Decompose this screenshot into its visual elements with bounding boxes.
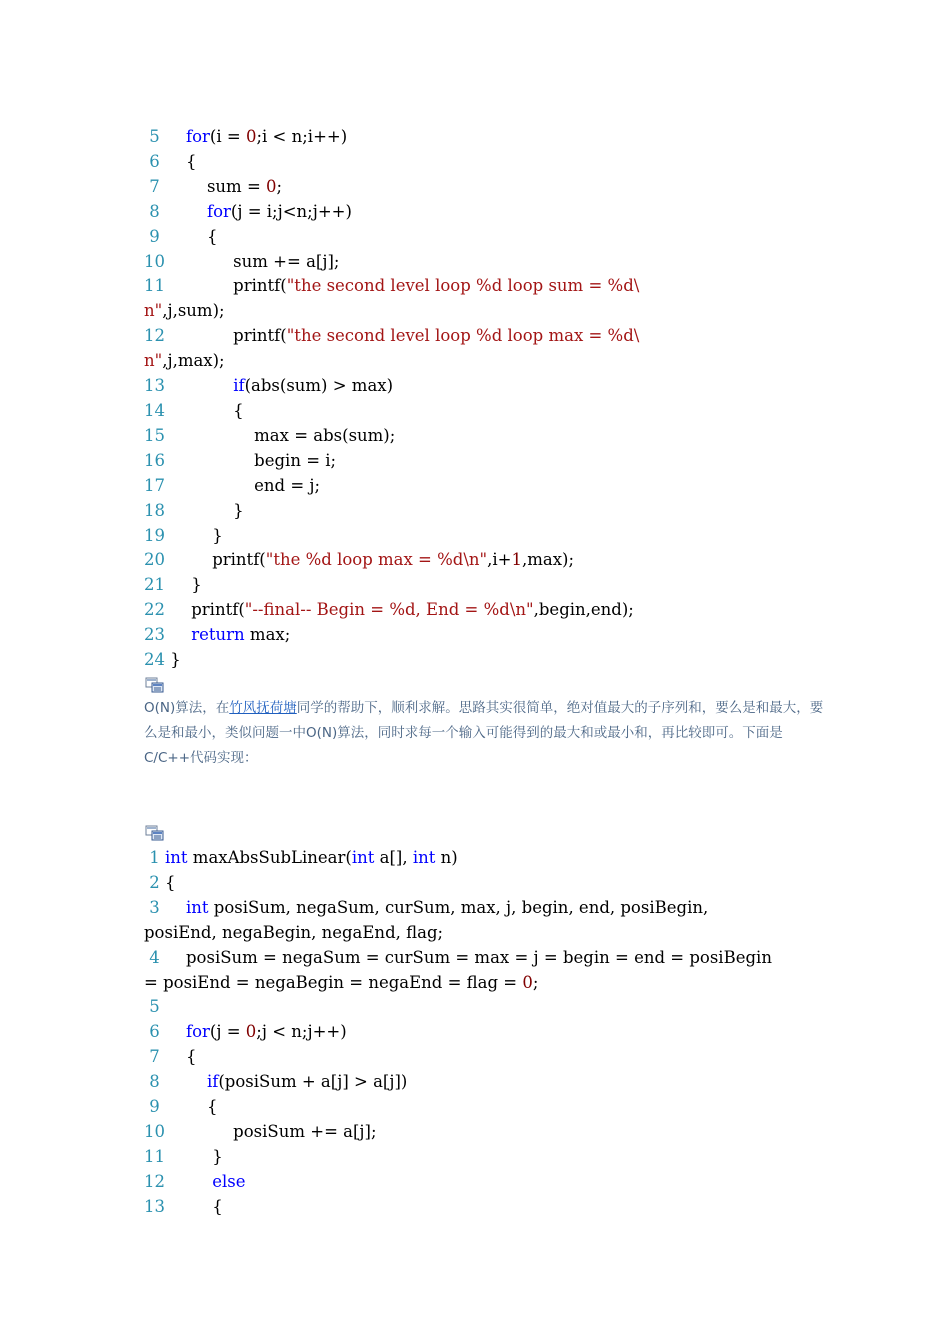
code-text: } [165,500,244,520]
line-number: 10 [144,251,165,271]
code-line [144,526,223,545]
line-number: 8 [144,201,160,221]
line-number: 9 [144,1097,160,1117]
code-text: (i = [209,127,246,146]
code-text: sum += a[j]; [165,251,340,271]
code-text: ;j < n;j++) [256,1022,347,1042]
code-text: printf( [165,600,245,620]
line-number: 4 [144,947,160,967]
code-text: n) [435,848,458,867]
code-line [144,276,639,295]
code-text: posiEnd, negaBegin, negaEnd, flag; [144,922,444,942]
code-number: 0 [266,176,277,196]
code-text [160,898,186,917]
line-number: 19 [144,525,165,545]
code-text: printf( [165,276,287,296]
code-number: 0 [522,972,533,992]
line-number: 18 [144,500,165,520]
code-text [165,376,233,395]
code-text: ,max); [522,550,575,570]
description-paragraph [144,696,824,771]
line-number: 7 [144,1047,160,1067]
code-number: 1 [511,550,523,570]
line-number: 3 [144,897,160,917]
line-number: 2 [144,872,160,892]
line-number: 16 [144,450,165,470]
code-line [144,848,458,867]
code-string: n" [144,351,163,371]
code-text [160,1022,186,1041]
code-keyword: for [185,127,210,146]
line-number: 6 [144,151,160,171]
code-text: a[], [374,848,413,867]
line-number: 6 [144,1022,160,1042]
code-string: "--final-- Begin = %d, End = %d\n" [244,600,534,620]
code-line [144,501,244,520]
code-text: } [165,650,181,670]
code-line [144,1172,246,1191]
line-number: 20 [144,550,165,570]
code-line [144,1122,377,1141]
code-string: n" [144,301,163,321]
code-line [144,948,772,967]
code-line [144,550,574,569]
code-line [144,177,282,196]
code-line [144,1197,223,1216]
code-text: (posiSum + a[j] > a[j]) [218,1072,408,1092]
line-number: 17 [144,475,165,495]
line-number: 5 [144,127,160,146]
code-text: posiSum, negaSum, curSum, max, j, begin, end, posiBegin, [208,897,709,917]
line-number: 9 [144,226,160,246]
code-block-1 [144,125,824,673]
line-number: 15 [144,425,165,445]
code-keyword: if [206,1072,219,1092]
line-number: 12 [144,1171,165,1191]
code-line [144,1047,196,1066]
code-text: { [165,1196,223,1216]
code-string: "the %d loop max = %d\n" [265,550,488,570]
code-line [144,401,244,420]
code-line [144,898,708,917]
code-text [160,202,207,221]
code-text: max = abs(sum); [165,425,396,445]
code-line [144,600,634,619]
line-number: 8 [144,1072,160,1092]
code-line [144,650,181,669]
code-text: (abs(sum) > max) [244,376,394,396]
code-string: "the second level loop %d loop sum = %d\ [286,276,640,296]
author-link[interactable]: 竹风抚荷塘 [229,700,297,716]
code-text: { [159,226,218,246]
code-text [165,625,191,644]
copy-code-icon[interactable] [145,825,165,841]
code-line [144,973,538,992]
code-number: 0 [245,127,257,146]
code-text [160,127,186,146]
code-line [144,127,347,146]
code-text: ,j,sum); [162,301,225,321]
code-text: printf( [165,550,266,570]
code-line [144,575,202,594]
code-keyword: return [191,625,245,645]
code-text: { [159,872,176,892]
code-line [144,227,217,246]
line-number: 13 [144,1196,165,1216]
code-text: posiSum += a[j]; [165,1121,377,1141]
code-text: ;i < n;i++) [256,127,348,146]
code-text: ,i+ [487,550,512,570]
prose-text-before: O(N)算法，在 [144,700,230,716]
code-text: maxAbsSubLinear( [187,848,352,867]
line-number: 14 [144,400,165,420]
line-number: 7 [144,176,160,196]
code-line [144,625,290,644]
code-text: } [165,525,223,545]
line-number: 10 [144,1121,165,1141]
code-text: ,j,max); [162,351,225,371]
code-text: { [159,151,197,171]
code-line [144,426,395,445]
code-keyword: int [185,897,209,917]
copy-code-icon[interactable] [145,677,165,693]
code-block-2 [144,846,824,1220]
line-number: 5 [144,997,160,1017]
code-line [144,1072,407,1091]
code-text: ; [276,176,283,196]
code-line [144,1147,223,1166]
code-text: (j = i;j<n;j++) [230,201,352,221]
line-number: 13 [144,376,165,396]
line-number: 21 [144,575,165,595]
code-line [144,873,176,892]
code-text: (j = [209,1022,246,1042]
code-number: 0 [245,1022,257,1042]
code-line [144,202,352,221]
code-line [144,476,320,495]
code-line [144,997,160,1016]
code-line [144,326,639,345]
code-text: ; [532,972,539,992]
code-text: = posiEnd = negaBegin = negaEnd = flag = [144,972,523,992]
code-text: max; [244,625,291,645]
line-number: 22 [144,600,165,620]
code-text [160,1072,207,1091]
code-text: } [165,1146,223,1166]
line-number: 11 [144,276,165,296]
line-number: 12 [144,326,165,346]
code-line [144,451,336,470]
code-text: { [159,1097,218,1117]
code-line [144,252,339,271]
code-keyword: int [351,848,375,867]
line-number: 1 [144,848,160,867]
code-keyword: if [233,376,245,396]
code-line [144,1022,347,1041]
code-line [144,923,443,942]
code-text: posiSum = negaSum = curSum = max = j = begin = end = posiBegin [159,947,772,967]
code-line [144,376,393,395]
code-text: ,begin,end); [533,600,634,620]
code-text: } [165,575,202,595]
code-text [165,1172,212,1191]
line-number: 24 [144,650,165,670]
code-string: "the second level loop %d loop max = %d\ [286,326,640,346]
code-keyword: int [412,848,436,867]
code-keyword: for [185,1022,210,1042]
code-keyword: int [165,848,188,867]
code-line [144,351,225,370]
code-text: printf( [165,326,287,346]
code-keyword: for [206,201,231,221]
code-text: end = j; [165,475,321,495]
code-keyword: else [212,1171,246,1191]
code-line [144,301,225,320]
prose-text-after: 同学的帮助下，顺利求解。思路其实很简单，绝对值最大的子序列和，要么是和最大，要么是和最小，类似问题一中O(N)算法，同时求每一个输入可能得到的最大和或最小和，再比较即可。下面是C/C++代码实现： [144,700,824,766]
code-line [144,152,196,171]
line-number: 23 [144,625,165,645]
line-number: 11 [144,1146,165,1166]
code-line [144,1097,217,1116]
code-text: sum = [159,176,267,196]
code-text: { [165,400,244,420]
code-text: { [159,1047,197,1067]
code-text: begin = i; [165,450,337,470]
